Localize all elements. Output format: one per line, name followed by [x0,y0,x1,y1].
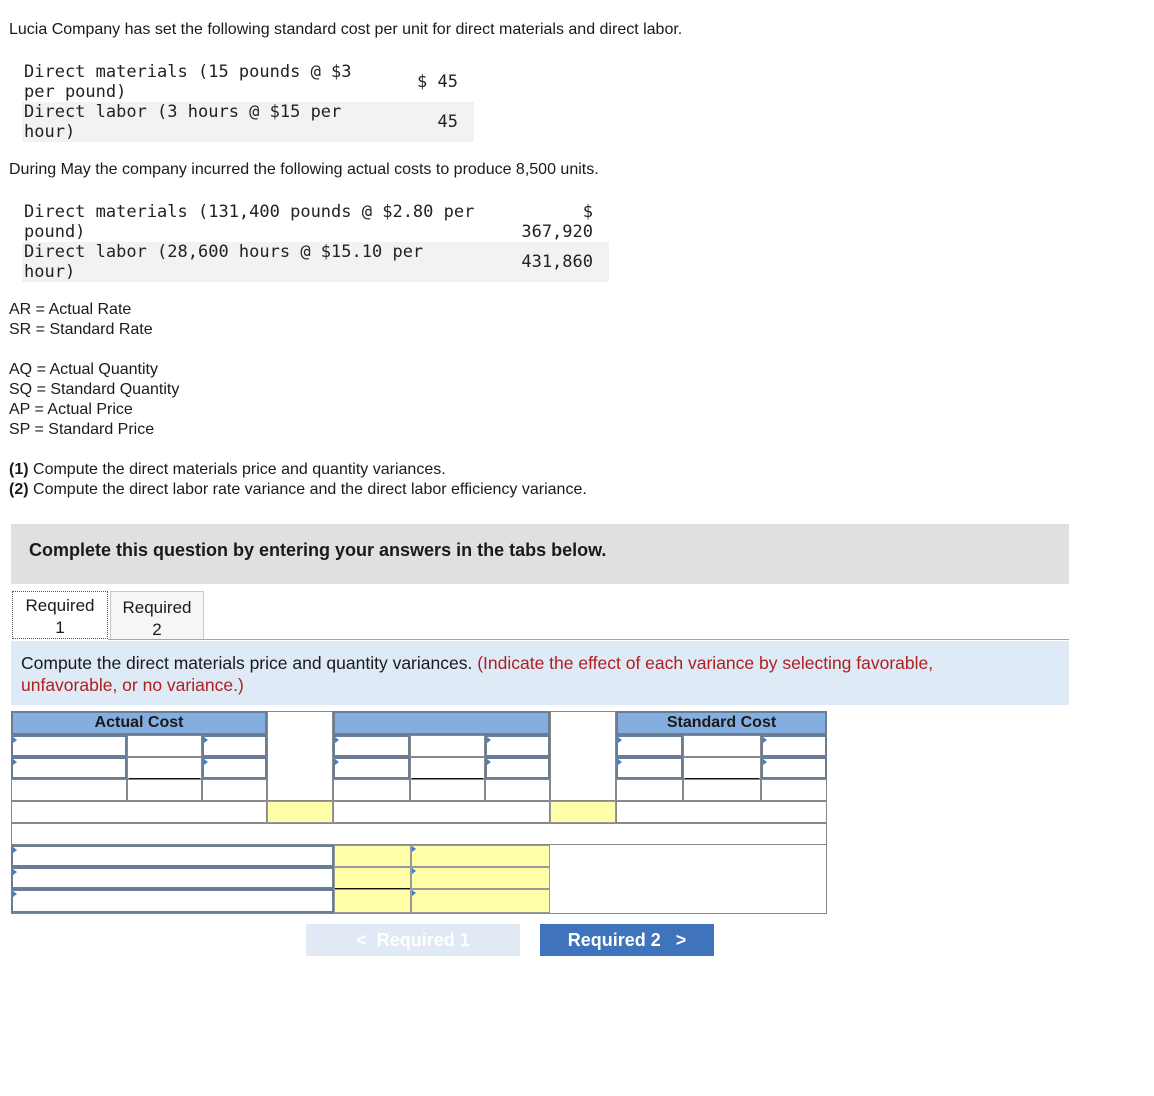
standard-materials-line1: Direct materials (15 pounds @ $3 [24,62,352,82]
standard-blank-1 [616,779,683,801]
variance-row-right [616,801,827,823]
middle-price-value-input[interactable] [485,757,550,779]
standard-row-materials [22,61,474,102]
gap-column-right [550,711,616,801]
actual-intro-text: During May the company incurred the following actual costs to produce 8,500 units. [9,161,599,178]
next-button-label: Required 2 [567,930,661,950]
standard-times-cell [683,735,761,757]
actual-times-cell-2 [127,757,202,779]
spacer-row [11,823,827,845]
actual-quantity-input[interactable] [11,735,127,757]
actual-row-labor [22,242,609,282]
standard-cost-table [22,61,474,142]
standard-price-input[interactable] [761,735,827,757]
variance-label-select-2[interactable] [11,867,334,889]
variance-amount-output-2 [334,867,411,889]
requirement-2 [9,480,587,500]
instruction-panel [11,641,1069,705]
variance-effect-select-2[interactable] [411,867,550,889]
tab-divider [108,639,1069,640]
instructions-banner [11,524,1069,584]
intro-text: Lucia Company has set the following standard cost per unit for direct materials and direct labor. [9,21,683,38]
middle-times-cell [410,735,485,757]
actual-materials-line1: Direct materials (131,400 pounds @ $2.80 per [24,202,475,222]
actual-quantity-value-input[interactable] [11,757,127,779]
tab-required-1-line1: Required [25,596,95,615]
standard-labor-line1: Direct labor (3 hours @ $15 per [24,102,342,122]
definition-sq: SQ = Standard Quantity [9,381,180,398]
actual-price-input[interactable] [202,735,267,757]
middle-quantity-input[interactable] [333,735,410,757]
variance-label-select-3[interactable] [11,889,334,913]
definition-sp: SP = Standard Price [9,421,155,438]
standard-quantity-input[interactable] [616,735,683,757]
middle-times-cell-2 [410,757,485,779]
standard-materials-line2: per pound) [24,82,127,102]
definition-aq: AQ = Actual Quantity [9,361,158,378]
middle-blank-2 [485,779,550,801]
requirement-2-number: (2) [9,481,29,498]
tab-required-1-line2: 1 [55,618,65,637]
tab-required-2-line2: 2 [152,620,162,639]
standard-blank-2 [761,779,827,801]
middle-quantity-value-input[interactable] [333,757,410,779]
middle-header [333,711,550,735]
variance-row-left [11,801,267,823]
variance-row-middle [333,801,550,823]
actual-price-value-input[interactable] [202,757,267,779]
definition-ap: AP = Actual Price [9,401,133,418]
actual-cost-table [22,201,609,282]
previous-required-1-button[interactable] [306,924,520,956]
instruction-text [21,652,1031,696]
chevron-left-icon: < [356,930,367,950]
next-required-2-button[interactable] [540,924,714,956]
middle-price-input[interactable] [485,735,550,757]
standard-quantity-value-input[interactable] [616,757,683,779]
requirement-2-text: Compute the direct labor rate variance and the direct labor efficiency variance. [28,481,587,498]
quantity-definitions [9,360,179,440]
variance-amount-output-1 [334,845,411,867]
middle-total-cell [410,779,485,801]
actual-materials-amount: 367,920 [521,222,593,242]
variance-effect-select-3[interactable] [411,889,550,913]
variance-amount-output-3 [334,889,411,913]
instruction-note: (Indicate the effect of each variance by selecting favorable, unfavorable, or no variance.) [21,653,934,695]
actual-row-materials [22,201,609,242]
middle-blank-1 [333,779,410,801]
chevron-right-icon: > [675,930,687,950]
actual-labor-line1: Direct labor (28,600 hours @ $15.10 per [24,242,424,262]
gap-column-left [267,711,333,801]
requirements-list [9,460,587,500]
standard-times-cell-2 [683,757,761,779]
standard-price-value-input[interactable] [761,757,827,779]
actual-total-cell [127,779,202,801]
actual-materials-dollar: $ [582,202,593,222]
banner-text: Complete this question by entering your answers in the tabs below. [29,540,607,560]
definition-sr: SR = Standard Rate [9,321,153,338]
standard-total-cell [683,779,761,801]
actual-blank-1 [11,779,127,801]
definition-ar: AR = Actual Rate [9,301,132,318]
actual-materials-line2: pound) [24,222,86,242]
instruction-main: Compute the direct materials price and quantity variances. [21,653,478,673]
actual-blank-2 [202,779,267,801]
requirement-1-text: Compute the direct materials price and quantity variances. [28,461,446,478]
actual-labor-amount: 431,860 [514,242,609,282]
requirement-1 [9,460,587,480]
variance-effect-select-1[interactable] [411,845,550,867]
rate-definitions [9,300,153,340]
standard-materials-amount: $ 45 [417,72,458,92]
tab-required-2-line1: Required [122,598,192,617]
actual-cost-header: Actual Cost [11,711,267,735]
standard-labor-amount: 45 [384,102,474,142]
standard-cost-header: Standard Cost [616,711,827,735]
tab-required-1[interactable] [12,591,108,639]
variance-label-select-1[interactable] [11,845,334,867]
standard-labor-line2: hour) [24,122,76,142]
tab-required-2[interactable] [110,591,204,639]
prev-button-label: Required 1 [376,930,470,950]
actual-times-cell [127,735,202,757]
requirement-1-number: (1) [9,461,29,478]
standard-row-labor [22,102,474,142]
quantity-variance-output [550,801,616,823]
price-variance-output [267,801,333,823]
actual-labor-line2: hour) [24,262,76,282]
